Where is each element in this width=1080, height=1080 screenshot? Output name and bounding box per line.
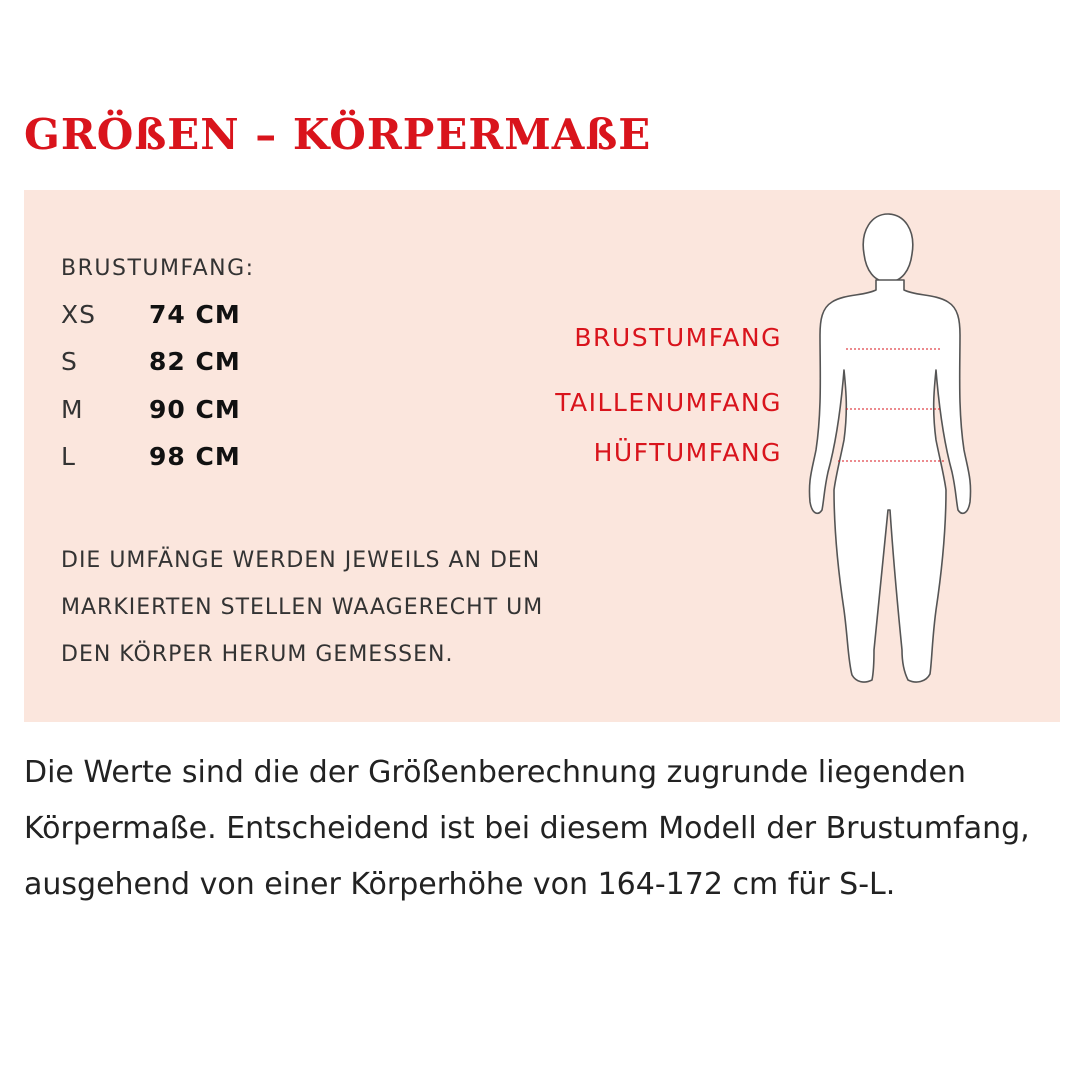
footer-line: ausgehend von einer Körperhöhe von 164-172 cm für S-L. [24,867,896,902]
measurement-panel [24,190,1060,722]
size-code: S [61,347,78,376]
footer-line: Körpermaße. Entscheidend ist bei diesem Modell der Brustumfang, [24,811,1030,846]
size-code: M [61,395,84,424]
footer-line: Die Werte sind die der Größenberechnung zugrunde liegenden [24,755,966,790]
page-title: GRÖßEN – KÖRPERMAßE [24,110,652,159]
zone-label-waist: TAILLENUMFANG [555,388,782,417]
size-code: L [61,442,76,471]
footer-description [24,745,1054,913]
size-value: 74 CM [149,300,241,329]
note-line: DIE UMFÄNGE WERDEN JEWEILS AN DEN [61,548,541,573]
size-code: XS [61,300,96,329]
size-value: 98 CM [149,442,241,471]
note-line: DEN KÖRPER HERUM GEMESSEN. [61,642,454,667]
size-value: 82 CM [149,347,241,376]
size-value: 90 CM [149,395,241,424]
note-line: MARKIERTEN STELLEN WAAGERECHT UM [61,595,544,620]
zone-label-hip: HÜFTUMFANG [593,438,782,467]
body-silhouette-icon [794,210,994,690]
zone-label-chest: BRUSTUMFANG [574,323,782,352]
measurement-heading: BRUSTUMFANG: [61,256,255,281]
